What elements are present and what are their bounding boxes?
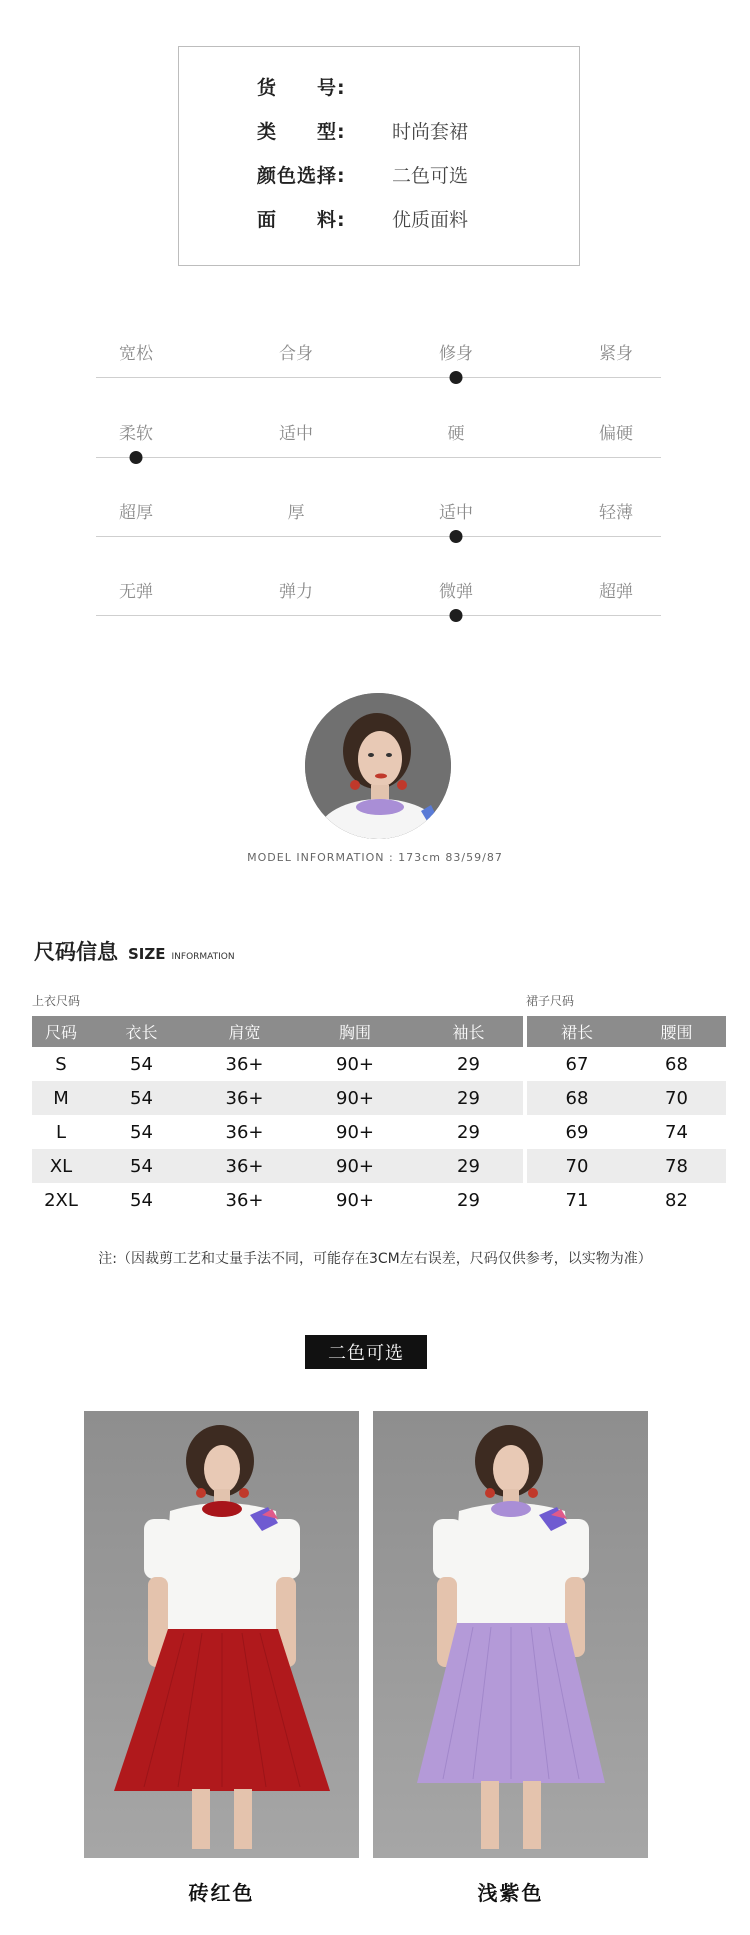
table-header-cell: 袖长 <box>414 1016 523 1047</box>
table-row <box>32 1149 523 1183</box>
table-header-row <box>32 1016 523 1047</box>
table-cell: 82 <box>665 1189 688 1211</box>
thickness-scale <box>96 498 661 558</box>
table-header-cell: 尺码 <box>32 1016 90 1047</box>
scale-line <box>96 615 661 616</box>
model-portrait <box>305 693 451 839</box>
info-key: 颜色选择: <box>257 164 346 187</box>
scale-label: 微弹 <box>439 582 473 602</box>
top-size-label: 上衣尺码 <box>32 994 81 1008</box>
info-key: 货 号: <box>257 76 346 99</box>
color-caption-light-purple: 浅紫色 <box>477 1881 544 1905</box>
table-cell: 68 <box>665 1053 688 1075</box>
size-note: 注:（因裁剪工艺和丈量手法不同，可能存在3CM左右误差，尺码仅供参考，以实物为准） <box>98 1251 652 1267</box>
table-cell: 36+ <box>225 1053 264 1075</box>
model-information: MODEL INFORMATION : 173cm 83/59/87 <box>247 851 503 864</box>
table-cell: 29 <box>457 1121 480 1143</box>
table-row <box>527 1047 726 1081</box>
info-key: 面 料: <box>257 208 346 231</box>
info-row-color <box>257 159 468 189</box>
table-header-cell: 肩宽 <box>193 1016 296 1047</box>
scale-label: 紧身 <box>599 344 633 364</box>
color-options-badge: 二色可选 <box>305 1335 427 1369</box>
info-row-type <box>257 115 468 145</box>
table-row <box>32 1183 523 1217</box>
table-cell: 90+ <box>336 1189 374 1211</box>
info-key: 类 型: <box>257 120 346 143</box>
table-cell: 54 <box>130 1121 153 1143</box>
info-value: 优质面料 <box>392 208 469 231</box>
scale-label: 柔软 <box>119 424 153 444</box>
table-cell: 90+ <box>336 1053 374 1075</box>
table-cell: 29 <box>457 1053 480 1075</box>
table-cell: S <box>55 1053 67 1075</box>
scale-line <box>96 377 661 378</box>
scale-line <box>96 536 661 537</box>
size-title-en-small: INFORMATION <box>171 952 235 962</box>
table-cell: 54 <box>90 1149 193 1183</box>
scale-indicator-dot <box>450 530 463 543</box>
table-cell: 90+ <box>296 1081 414 1115</box>
table-row <box>32 1047 523 1081</box>
scale-label: 无弹 <box>119 582 153 602</box>
color-caption-brick-red: 砖红色 <box>188 1881 255 1905</box>
scale-label: 适中 <box>279 424 313 444</box>
scale-label: 适中 <box>439 503 473 523</box>
table-cell: 54 <box>90 1081 193 1115</box>
table-cell: 68 <box>527 1081 627 1115</box>
scale-label: 宽松 <box>119 344 153 364</box>
table-header-cell: 腰围 <box>627 1016 726 1047</box>
scale-indicator-dot <box>450 609 463 622</box>
table-cell: 2XL <box>44 1189 78 1211</box>
info-value: 二色可选 <box>392 164 469 187</box>
top-size-table <box>32 1016 523 1217</box>
scale-label: 合身 <box>279 344 313 364</box>
table-row <box>527 1115 726 1149</box>
table-cell: 29 <box>414 1149 523 1183</box>
table-header-cell: 裙长 <box>527 1016 627 1047</box>
table-cell: 29 <box>457 1189 480 1211</box>
table-cell: 54 <box>130 1053 153 1075</box>
table-row <box>527 1183 726 1217</box>
table-cell: 36+ <box>193 1149 296 1183</box>
table-cell: 71 <box>565 1189 589 1211</box>
info-row-item-number <box>257 71 392 101</box>
scale-indicator-dot <box>130 451 143 464</box>
table-cell: 54 <box>130 1189 153 1211</box>
elasticity-scale <box>96 577 661 637</box>
size-title-en: SIZE <box>128 945 166 963</box>
scale-label: 硬 <box>447 424 465 444</box>
table-cell: 69 <box>565 1121 589 1143</box>
table-cell: 70 <box>527 1149 627 1183</box>
product-photo-light-purple <box>373 1411 648 1858</box>
softness-scale <box>96 419 661 479</box>
fit-scale <box>96 339 661 399</box>
table-cell: 36+ <box>225 1189 264 1211</box>
scale-label: 轻薄 <box>599 503 633 523</box>
table-cell: 90+ <box>296 1149 414 1183</box>
table-cell: 36+ <box>225 1121 264 1143</box>
table-cell: 78 <box>627 1149 726 1183</box>
scale-label: 厚 <box>287 503 305 523</box>
table-cell: 36+ <box>193 1081 296 1115</box>
table-row <box>32 1115 523 1149</box>
size-section-title <box>34 936 235 966</box>
collar <box>491 1501 531 1517</box>
product-photo-image <box>84 1411 359 1858</box>
table-cell: 29 <box>414 1081 523 1115</box>
table-cell: 90+ <box>336 1121 374 1143</box>
scale-label: 超弹 <box>599 582 633 602</box>
scale-label: 弹力 <box>279 582 313 602</box>
table-cell: 70 <box>627 1081 726 1115</box>
skirt-size-table <box>527 1016 726 1217</box>
scale-line <box>96 457 661 458</box>
table-cell: 67 <box>565 1053 589 1075</box>
table-row <box>527 1149 726 1183</box>
table-cell: L <box>55 1121 67 1143</box>
table-header-row <box>527 1016 726 1047</box>
table-row <box>32 1081 523 1115</box>
table-header-cell: 衣长 <box>90 1016 193 1047</box>
table-cell: 74 <box>665 1121 688 1143</box>
table-row <box>527 1081 726 1115</box>
skirt-size-label: 裙子尺码 <box>526 994 575 1008</box>
info-row-fabric <box>257 203 468 233</box>
product-photo-image <box>373 1411 648 1858</box>
product-info-box <box>178 46 580 266</box>
scale-label: 偏硬 <box>599 424 633 444</box>
info-value: 时尚套裙 <box>392 120 469 143</box>
collar <box>202 1501 242 1517</box>
scale-label: 修身 <box>439 344 473 364</box>
scale-indicator-dot <box>450 371 463 384</box>
scale-label: 超厚 <box>119 503 153 523</box>
size-title-cn: 尺码信息 <box>34 940 118 964</box>
table-header-cell: 胸围 <box>296 1016 414 1047</box>
model-portrait-image <box>305 693 451 839</box>
product-photo-brick-red <box>84 1411 359 1858</box>
table-cell: M <box>32 1081 90 1115</box>
table-cell: XL <box>32 1149 90 1183</box>
